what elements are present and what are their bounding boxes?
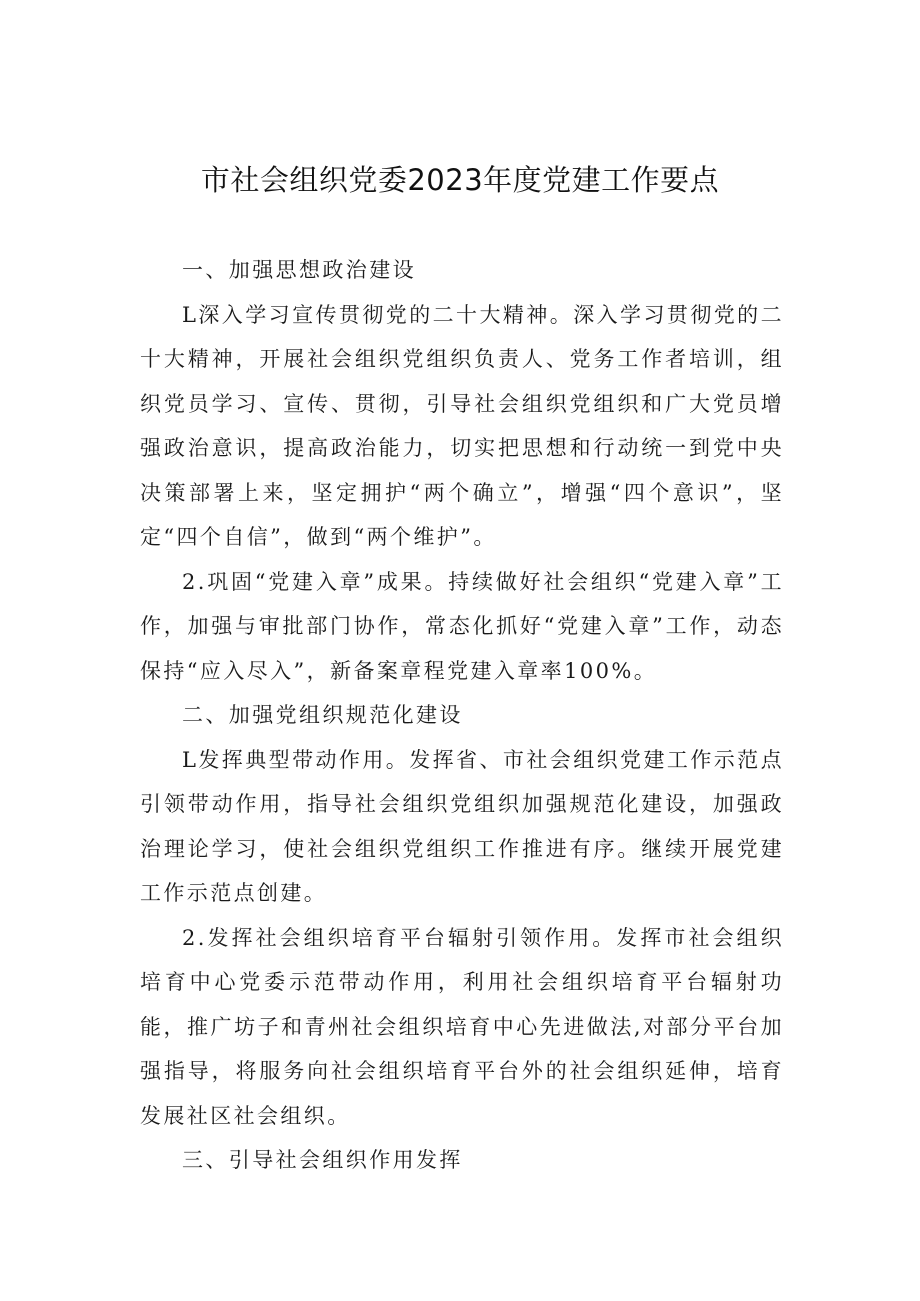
paragraph-1-2: 2.巩固“党建入章”成果。持续做好社会组织“党建入章”工作，加强与审批部门协作，常态化抓好“党建入章”工作，动态保持“应入尽入”，新备案章程党建入章率100%。 [140, 569, 784, 683]
section-heading-1: 一、加强思想政治建设 [182, 258, 416, 282]
paragraph-2-1: L发挥典型带动作用。发挥省、市社会组织党建工作示范点引领带动作用，指导社会组织党组织加强规范化建设，加强政治理论学习，使社会组织党组织工作推进有序。继续开展党建工作示范点创建。 [140, 747, 784, 905]
paragraph-1-1: L深入学习宣传贯彻党的二十大精神。深入学习贯彻党的二十大精神，开展社会组织党组织负责人、党务工作者培训，组织党员学习、宣传、贯彻，引导社会组织党组织和广大党员增强政治意识，提高政治能力，切实把思想和行动统一到党中央决策部署上来，坚定拥护“两个确立”，增强“四个意识”，坚定“四个自信”，做到“两个维护”。 [140, 302, 784, 549]
document-body [140, 248, 784, 1183]
paragraph-2-2: 2.发挥社会组织培育平台辐射引领作用。发挥市社会组织培育中心党委示范带动作用，利用社会组织培育平台辐射功能，推广坊子和青州社会组织培育中心先进做法,对部分平台加强指导，将服务向社会组织培育平台外的社会组织延伸，培育发展社区社会组织。 [140, 925, 784, 1128]
document-title: 市社会组织党委2023年度党建工作要点 [200, 163, 720, 197]
section-heading-2: 二、加强党组织规范化建设 [182, 703, 463, 727]
section-heading-3: 三、引导社会组织作用发挥 [182, 1148, 463, 1172]
